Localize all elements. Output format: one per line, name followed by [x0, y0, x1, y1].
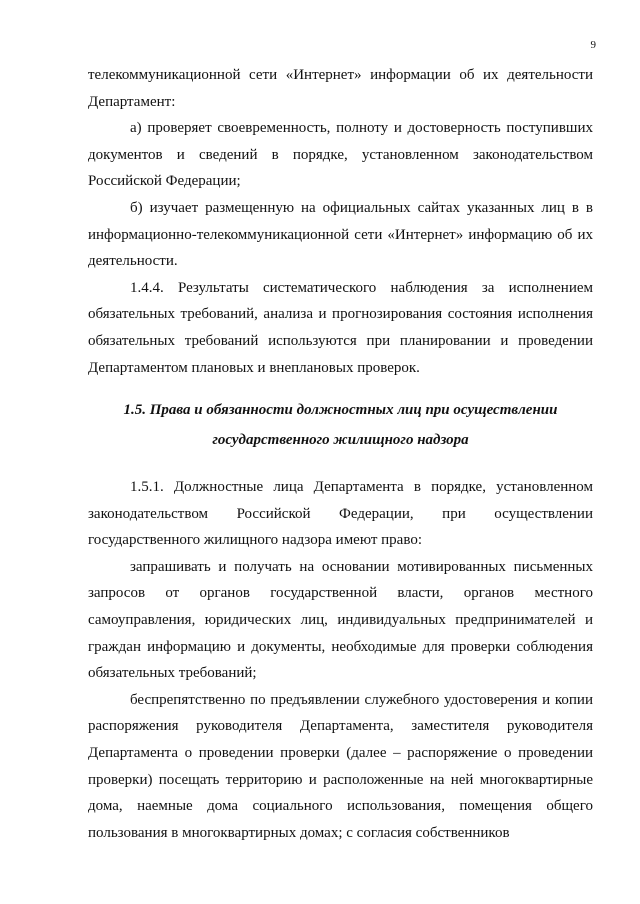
page-number: 9	[590, 39, 596, 51]
paragraph-right-request: запрашивать и получать на основании мотивированных письменных запросов от органов государственной власти, органов местного самоуправления, юридических лиц, индивидуальных предпринимателей и граждан информацию и документы, необходимые для проверки соблюдения обязательных требований;	[88, 558, 593, 682]
text-block-top	[88, 62, 593, 381]
paragraph-item-a: а) проверяет своевременность, полноту и достоверность поступивших документов и сведений в порядке, установленном законодательством Российской Федерации;	[88, 120, 593, 190]
section-heading: 1.5. Права и обязанности должностных лиц при осуществлении государственного жилищного надзора	[123, 402, 558, 448]
text-block-bottom	[88, 474, 593, 846]
paragraph-item-b: б) изучает размещенную на официальных сайтах указанных лиц в в информационно-телекоммуникационной сети «Интернет» информацию об их деятельности.	[88, 199, 593, 270]
paragraph-right-visit: беспрепятственно по предъявлении служебного удостоверения и копии распоряжения руководителя Департамента, заместителя руководителя Департамента о проведении проверки (далее – распоряжение о проведении проверки) посещать территорию и расположенные на ней многоквартирные дома, наемные дома социального использования, помещения общего пользования в многоквартирных домах; с согласия собственников	[88, 691, 593, 841]
paragraph-continuation: телекоммуникационной сети «Интернет» информации об их деятельности Департамент:	[88, 67, 593, 110]
paragraph-1-5-1: 1.5.1. Должностные лица Департамента в порядке, установленном законодательством Российской Федерации, при осуществлении государственного жилищного надзора имеют право:	[88, 479, 593, 549]
paragraph-1-4-4: 1.4.4. Результаты систематического наблюдения за исполнением обязательных требований, анализа и прогнозирования состояния исполнения обязательных требований используются при планировании и проведении Департаментом плановых и внеплановых проверок.	[88, 279, 593, 376]
